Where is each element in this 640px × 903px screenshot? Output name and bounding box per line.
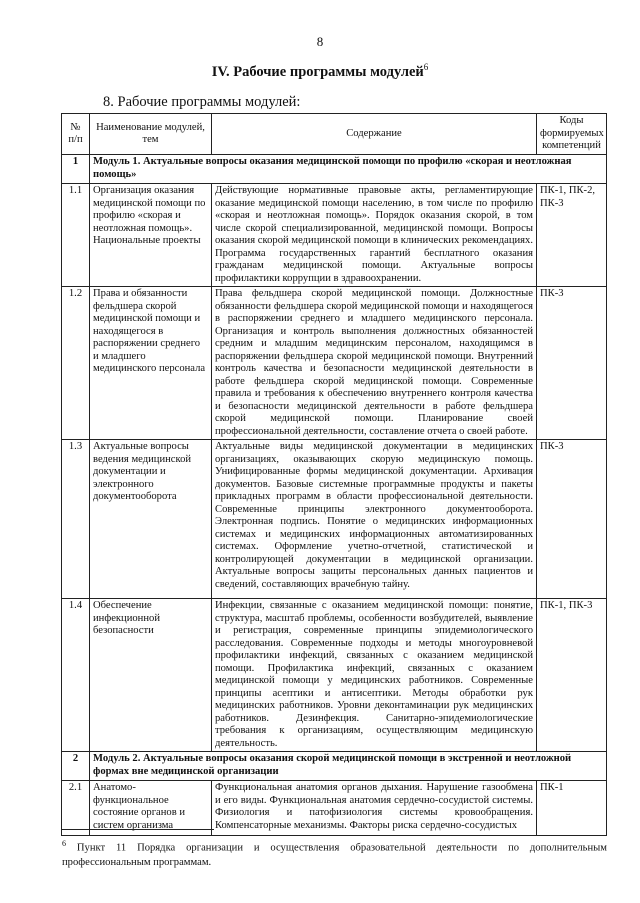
row-num: 1.2 [62,287,90,440]
header-codes: Коды формируемых компетенций [537,114,607,155]
page-number: 8 [316,34,324,49]
row-codes: ПК-1, ПК-3 [537,599,607,752]
table-row [62,287,607,440]
footnote-text: Пункт 11 Порядка организации и осуществления образовательной деятельности по дополнительным профессиональным программам. [62,842,607,868]
row-topic: Анатомо-функциональное состояние органов и систем организма [90,781,212,836]
footnote-mark: 6 [62,839,66,848]
table-row [62,599,607,752]
section-heading-text: IV. Рабочие программы модулей [211,63,424,80]
row-num: 1.3 [62,440,90,599]
table-header-row [62,114,607,155]
module-row [62,155,607,184]
row-codes: ПК-3 [537,287,607,440]
row-topic: Актуальные вопросы ведения медицинской документации и электронного документооборота [90,440,212,599]
table-row [62,781,607,836]
section-heading [0,62,640,81]
row-content: Функциональная анатомия органов дыхания. Нарушение газообмена и его виды. Функциональная анатомия сердечно-сосудистой системы. Физиология и патофизиология системы кровообращения. Компенсаторные механизмы. Факторы риска сердечно-сосудистых [212,781,537,836]
row-content: Актуальные виды медицинской документации в медицинских организациях, оказывающих скорую медицинскую помощь. Унифицированные формы медицинской документации. Архивация документов. Базовые системные программные продукты и пакеты прикладных программ в области профессиональной деятельности. Современные принципы электронного документооборота. Электронная подпись. Понятие о медицинских информационных системах и медицинских информационных автоматизированных системах. Оформление учетно-отчетной, статистической и контролирующей документации в медицинской организации. Актуальные вопросы защиты персональных данных пациентов и сведений, составляющих врачебную тайну. [212,440,537,599]
row-topic: Обеспечение инфекционной безопасности [90,599,212,752]
row-num: 1.4 [62,599,90,752]
module-num: 2 [62,752,90,781]
row-topic: Организация оказания медицинской помощи по профилю «скорая и неотложная помощь». Национальные проекты [90,184,212,287]
row-content: Инфекции, связанные с оказанием медицинской помощи: понятие, структура, масштаб проблемы, особенности возбудителей, выявление и регистрация, современные принципы эпидемиологического расследования. Современные подходы и методы многоуровневой профилактики инфекций, связанных с оказанием медицинской помощи. Профилактика инфекций, связанных с оказанием медицинской помощи у медицинских работников. Современные принципы асептики и антисептики. Методы обработки рук медицинских работников. Уровни деконтаминации рук медицинских работников. Дезинфекция. Санитарно-эпидемиологические требования к организациям, осуществляющим медицинскую деятельность. [212,599,537,752]
module-programs-table [61,113,607,836]
row-topic: Права и обязанности фельдшера скорой медицинской помощи и находящегося в распоряжении среднего и младшего медицинского персонала [90,287,212,440]
footnote [62,837,607,870]
row-num: 2.1 [62,781,90,836]
row-content: Права фельдшера скорой медицинской помощи. Должностные обязанности фельдшера скорой медицинской помощи и находящегося в распоряжении среднего и младшего медицинского персонала. Организация и контроль выполнения должностных обязанностей средним и младшим медицинским персоналом, находящимся в распоряжении фельдшера скорой медицинской помощи. Внутренний контроль качества и безопасности медицинской деятельности в работе фельдшера скорой медицинской помощи. Современные правила и требования к обеспечению внутреннего контроля качества и безопасности медицинской деятельности в работе фельдшера скорой медицинской помощи. Планирование своей профессиональной деятельности, составление отчета о своей работе. [212,287,537,440]
subsection-heading: 8. Рабочие программы модулей: [103,94,301,110]
header-content: Содержание [212,114,537,155]
header-name: Наименование модулей, тем [90,114,212,155]
module-title: Модуль 2. Актуальные вопросы оказания скорой медицинской помощи в экстренной и неотложной формах вне медицинской организации [90,752,607,781]
row-codes: ПК-3 [537,440,607,599]
table-row [62,440,607,599]
footnote-reference: 6 [423,62,429,72]
module-num: 1 [62,155,90,184]
footnote-divider [62,829,214,830]
row-codes: ПК-1, ПК-2, ПК-3 [537,184,607,287]
row-num: 1.1 [62,184,90,287]
module-row [62,752,607,781]
module-title: Модуль 1. Актуальные вопросы оказания медицинской помощи по профилю «скорая и неотложная помощь» [90,155,607,184]
table-row [62,184,607,287]
row-codes: ПК-1 [537,781,607,836]
row-content: Действующие нормативные правовые акты, регламентирующие оказание медицинской помощи населению, в том числе по профилю «скорая и неотложная помощь». Порядок оказания скорой, в том числе скорой специализированной, медицинской помощи. Вопросы оказания скорой медицинской помощи в клинических рекомендациях. Программа государственных гарантий бесплатного оказания гражданам медицинской помощи. Актуальные вопросы профилактики коррупции в здравоохранении. [212,184,537,287]
header-num: № п/п [62,114,90,155]
